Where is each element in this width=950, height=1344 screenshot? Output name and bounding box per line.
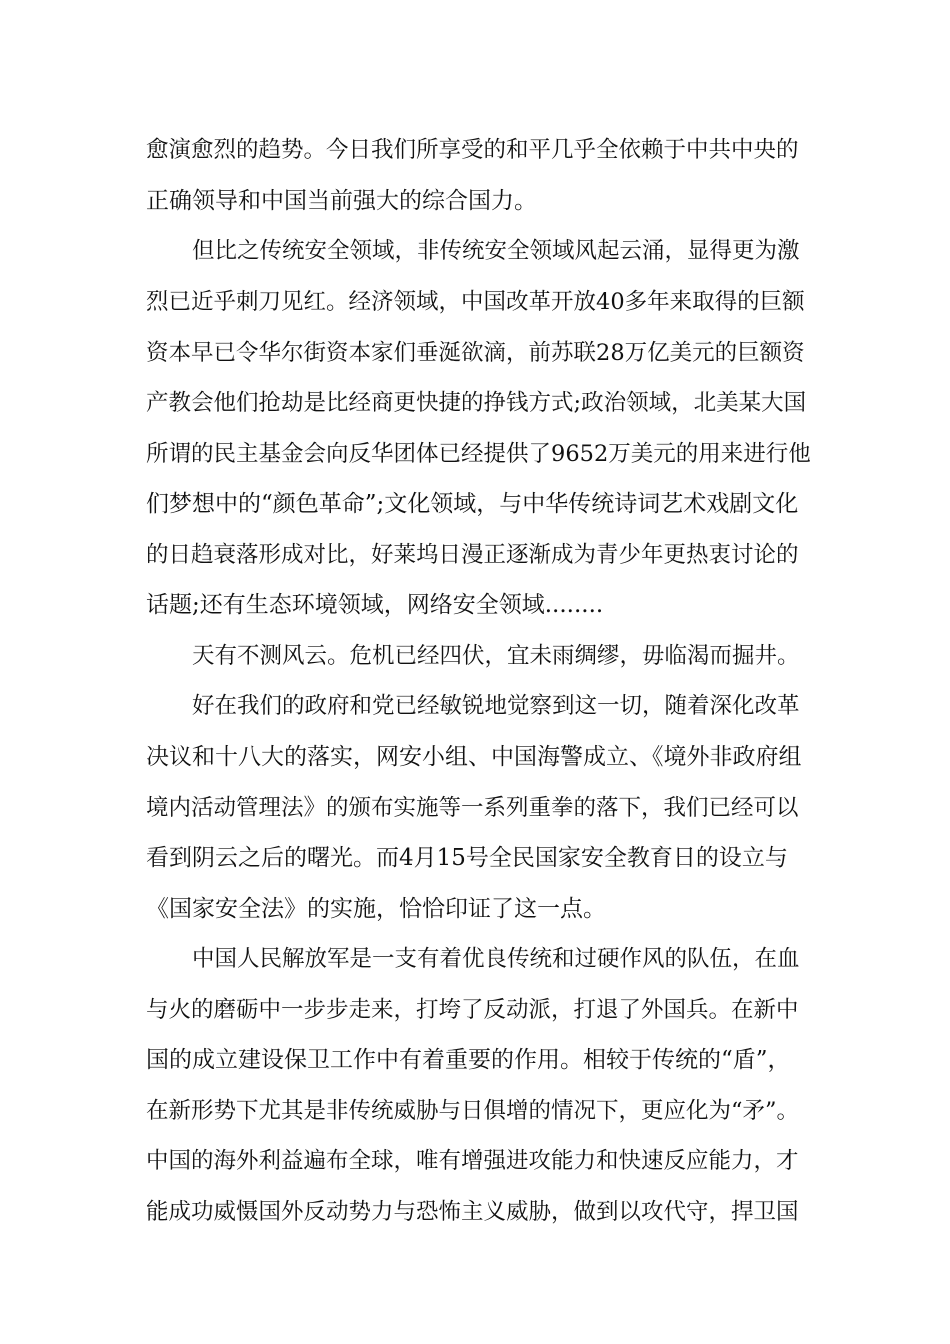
text-line: 在新形势下尤其是非传统威胁与日俱增的情况下，更应化为“矛”。 (146, 1098, 800, 1124)
text-line: 所谓的民主基金会向反华团体已经提供了9652万美元的用来进行他 (146, 441, 811, 467)
paragraph-start-line: 好在我们的政府和党已经敏锐地觉察到这一切，随着深化改革 (192, 693, 800, 719)
text-line: 话题;还有生态环境领域，网络安全领域........ (146, 592, 604, 618)
text-line: 资本早已令华尔街资本家们垂涎欲滴，前苏联28万亿美元的巨额资 (146, 340, 805, 366)
text-line: 产教会他们抢劫是比经商更快捷的挣钱方式;政治领域，北美某大国 (146, 390, 807, 416)
text-line: 愈演愈烈的趋势。今日我们所享受的和平几乎全依赖于中共中央的 (146, 137, 799, 163)
text-line: 决议和十八大的落实，网安小组、中国海警成立、《境外非政府组 (146, 744, 802, 770)
text-line: 的日趋衰落形成对比，好莱坞日漫正逐渐成为青少年更热衷讨论的 (146, 542, 799, 568)
text-line: 正确领导和中国当前强大的综合国力。 (146, 188, 537, 214)
text-line: 烈已近乎刺刀见红。经济领域，中国改革开放40多年来取得的巨额 (146, 289, 805, 315)
paragraph-start-line: 中国人民解放军是一支有着优良传统和过硬作风的队伍，在血 (192, 946, 800, 972)
text-line: 《国家安全法》的实施，恰恰印证了这一点。 (146, 896, 606, 922)
text-line: 看到阴云之后的曙光。而4月15号全民国家安全教育日的设立与 (146, 845, 788, 871)
text-line: 与火的磨砺中一步步走来，打垮了反动派，打退了外国兵。在新中 (146, 997, 799, 1023)
paragraph-start-line: 天有不测风云。危机已经四伏，宜未雨绸缪，毋临渴而掘井。 (192, 643, 800, 669)
text-line: 能成功威慑国外反动势力与恐怖主义威胁，做到以攻代守，捍卫国 (146, 1199, 799, 1225)
paragraph-start-line: 但比之传统安全领域，非传统安全领域风起云涌，显得更为激 (192, 238, 800, 264)
text-line: 中国的海外利益遍布全球，唯有增强进攻能力和快速反应能力，才 (146, 1148, 799, 1174)
text-line: 国的成立建设保卫工作中有着重要的作用。相较于传统的“盾”， (146, 1047, 791, 1073)
text-line: 们梦想中的“颜色革命”;文化领域，与中华传统诗词艺术戏剧文化 (146, 491, 799, 517)
text-line: 境内活动管理法》的颁布实施等一系列重拳的落下，我们已经可以 (146, 795, 799, 821)
